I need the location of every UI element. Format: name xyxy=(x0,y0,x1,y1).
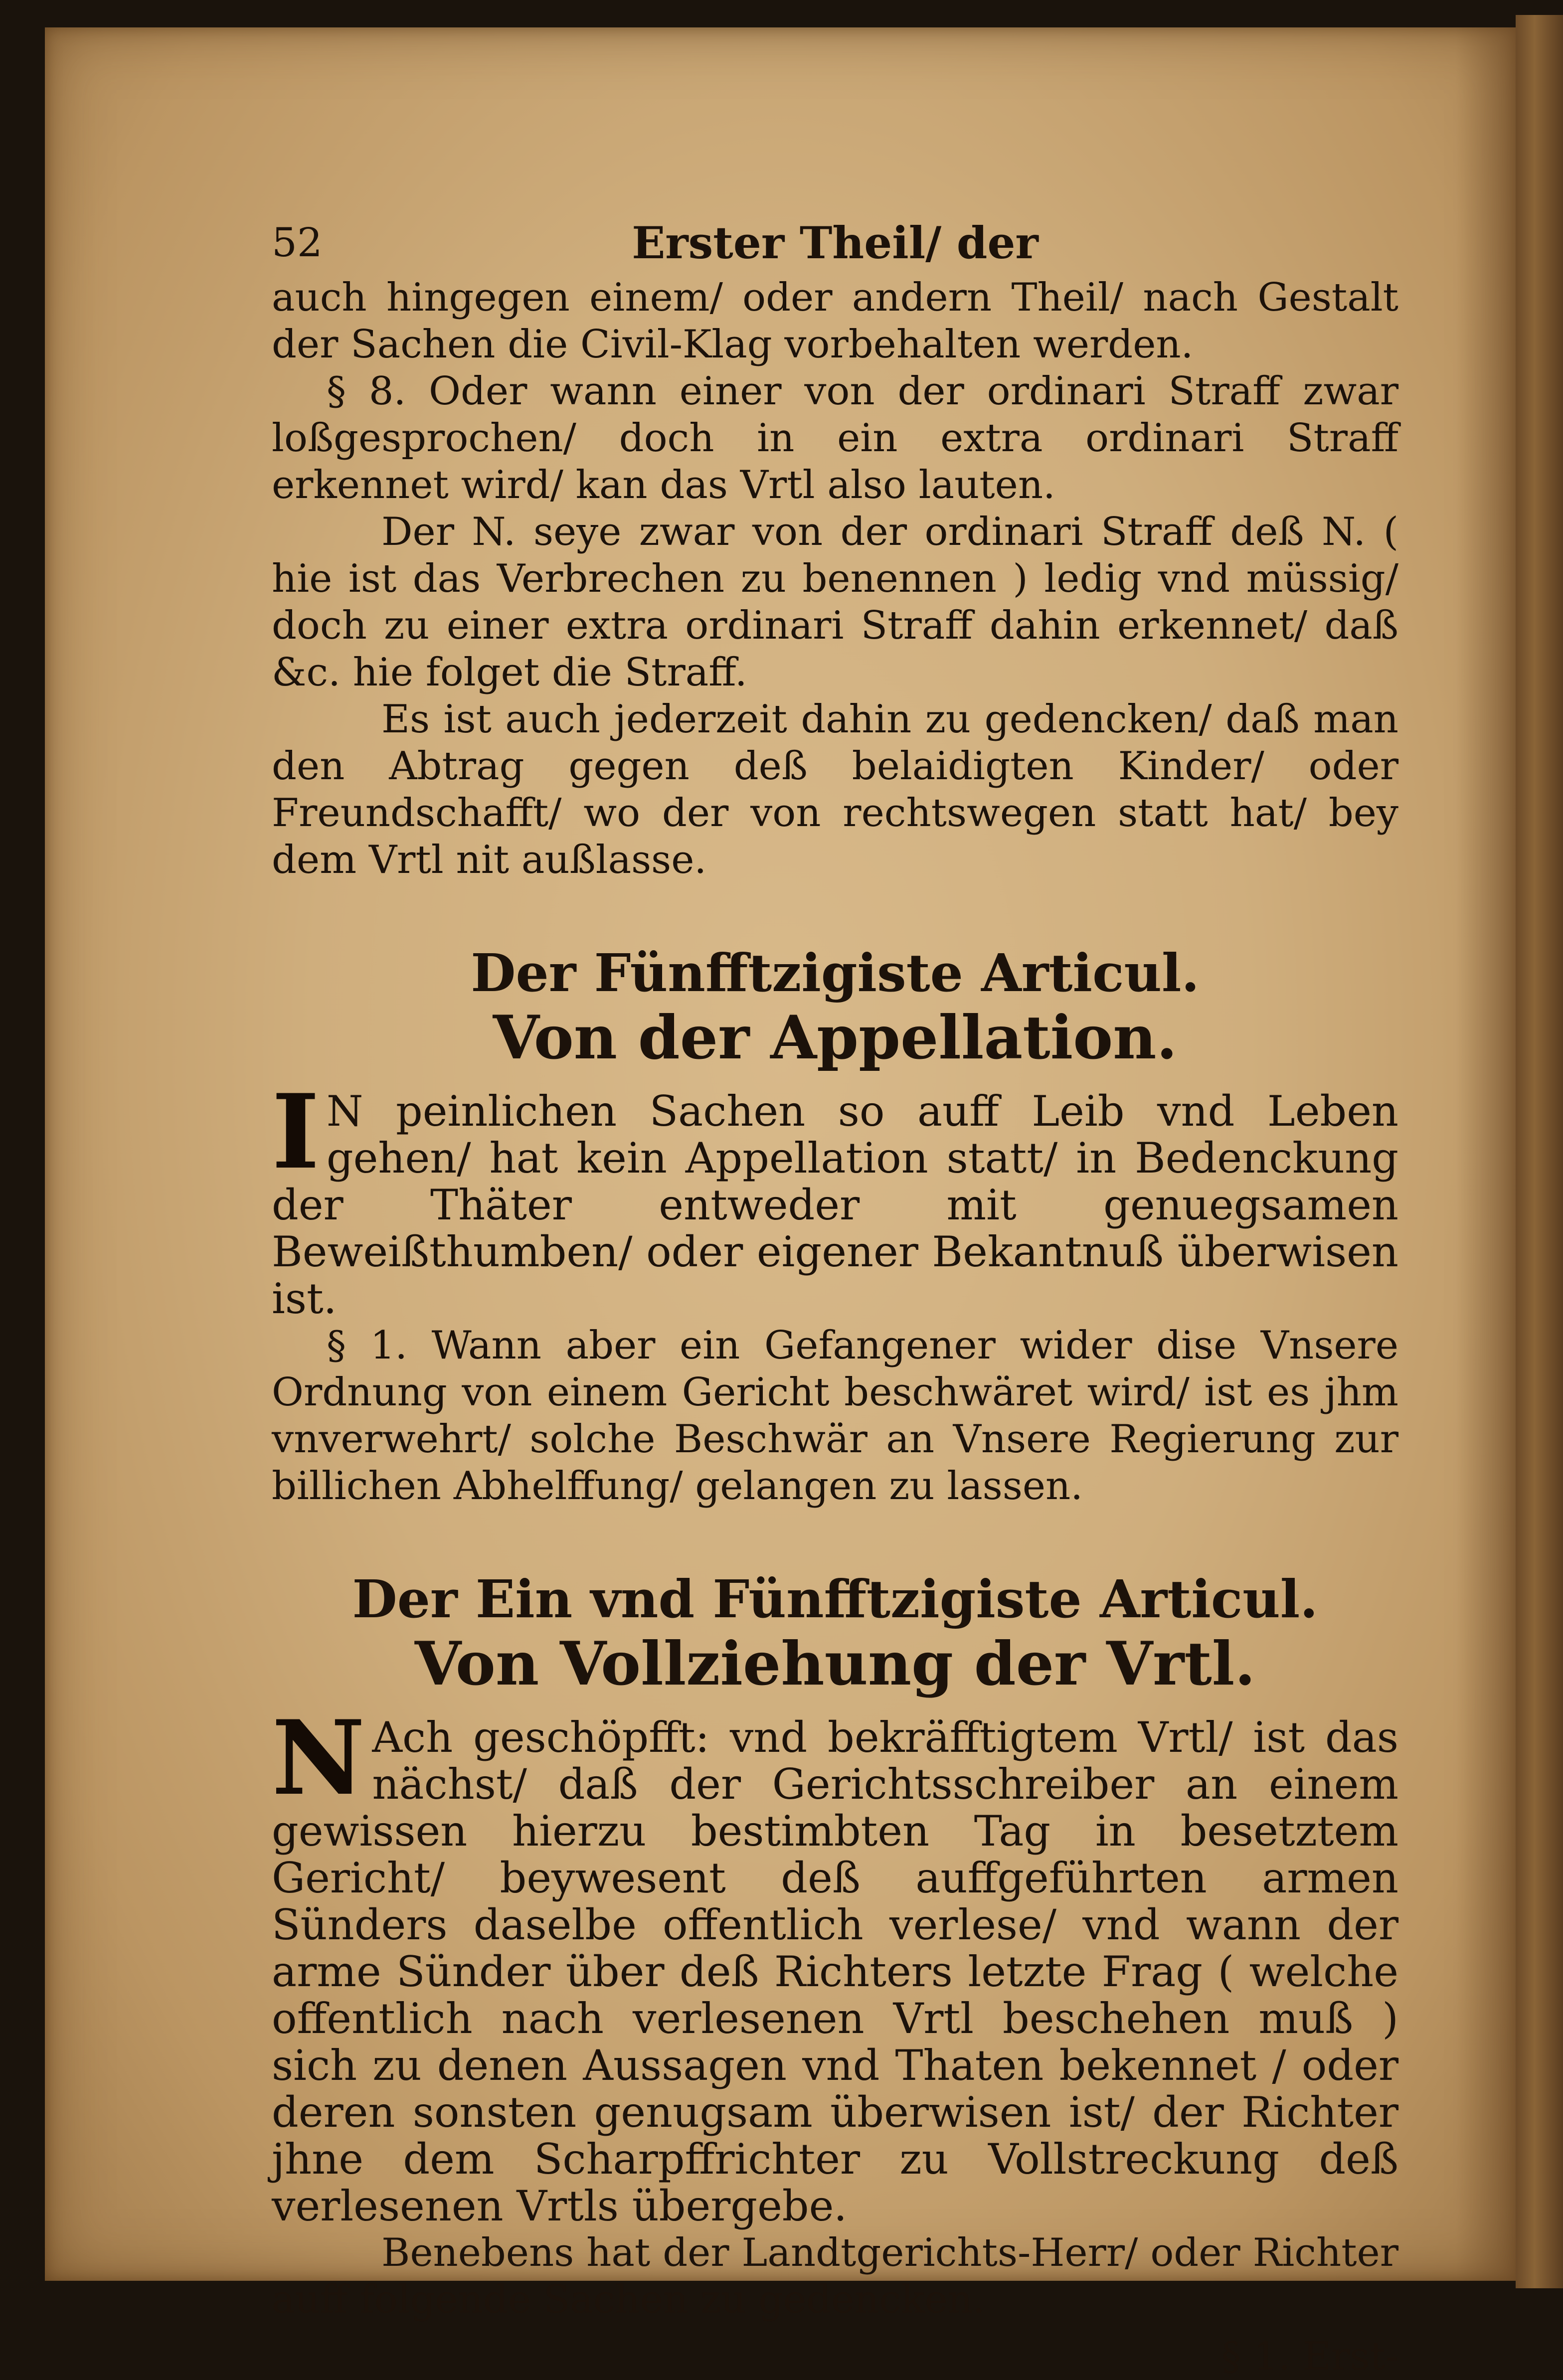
catchword: § 1. Erst- xyxy=(1221,2334,1398,2379)
paragraph: Es ist auch jederzeit dahin zu gedencken/ daß man den Abtrag gegen deß belaidigten Kinder/ oder Freundschafft/ wo der von rechtswegen statt hat/ bey dem Vrtl nit außlasse. xyxy=(272,697,1398,882)
paragraph: § 8. Oder wann einer von der ordinari Straff zwar loßgesprochen/ doch in ein extra ordinari Straff erkennet wird/ kan das Vrtl also lauten. xyxy=(272,369,1398,508)
drop-cap: I xyxy=(272,1072,320,1192)
paragraph: auch hingegen einem/ oder andern Theil/ nach Gestalt der Sachen die Civil-Klag vorbehalten werden. xyxy=(272,275,1398,367)
article-title: Der Fünfftzigiste Articul. xyxy=(471,942,1200,1004)
running-head: Erster Theil/ der xyxy=(632,217,1039,269)
gutter-shadow xyxy=(1456,27,1516,2281)
page-header xyxy=(272,219,1398,269)
drop-cap: N xyxy=(272,1699,365,1818)
paragraph: Benebens hat der Landtgerichts-Herr/ oder Richter auff folgende Sachen zu gedencken. xyxy=(272,2230,1398,2322)
text-block xyxy=(272,219,1398,2380)
article-lead xyxy=(272,1699,1398,2230)
page-number: 52 xyxy=(272,219,323,266)
book-edge xyxy=(1516,15,1563,2288)
article-subtitle: Von Vollziehung der Vrtl. xyxy=(414,1629,1256,1699)
paragraph: Der N. seye zwar von der ordinari Straff deß N. ( hie ist das Verbrechen zu benennen ) ledig vnd müssig/ doch zu einer extra ordinari Straff dahin erkennet/ daß &c. hie folget die Straff. xyxy=(272,510,1398,695)
article-title: Der Ein vnd Fünfftzigiste Articul. xyxy=(352,1568,1318,1630)
lead-text: N peinlichen Sachen so auff Leib vnd Leben gehen/ hat kein Appellation statt/ in Bedenckung der Thäter entweder mit genuegsamen Beweißthumben/ oder eigener Bekantnuß überwisen ist. xyxy=(272,1087,1398,1323)
paragraph: § 1. Wann aber ein Gefangener wider dise Vnsere Ordnung von einem Gericht beschwäret wird/ ist es jhm vnverwehrt/ solche Beschwär an Vnsere Regierung zur billichen Abhelffung/ gelangen zu lassen. xyxy=(272,1323,1398,1509)
article-lead xyxy=(272,1072,1398,1323)
article-subtitle: Von der Appellation. xyxy=(493,1003,1178,1073)
lead-text: Ach geschöpfft: vnd bekräfftigtem Vrtl/ ist das nächst/ daß der Gerichtsschreiber an einem gewissen hierzu bestimbten Tag in besetztem Gericht/ beywesent deß auffgeführten armen Sünders daselbe offentlich verlese/ vnd wann der arme Sünder über deß Richters letzte Frag ( welche offentlich nach verlesenen Vrtl beschehen muß ) sich zu denen Aussagen vnd Thaten bekennet / oder deren sonsten genugsam überwisen ist/ der Richter jhne dem Scharpffrichter zu Vollstreckung deß verlesenen Vrtls übergebe. xyxy=(272,1713,1398,2230)
